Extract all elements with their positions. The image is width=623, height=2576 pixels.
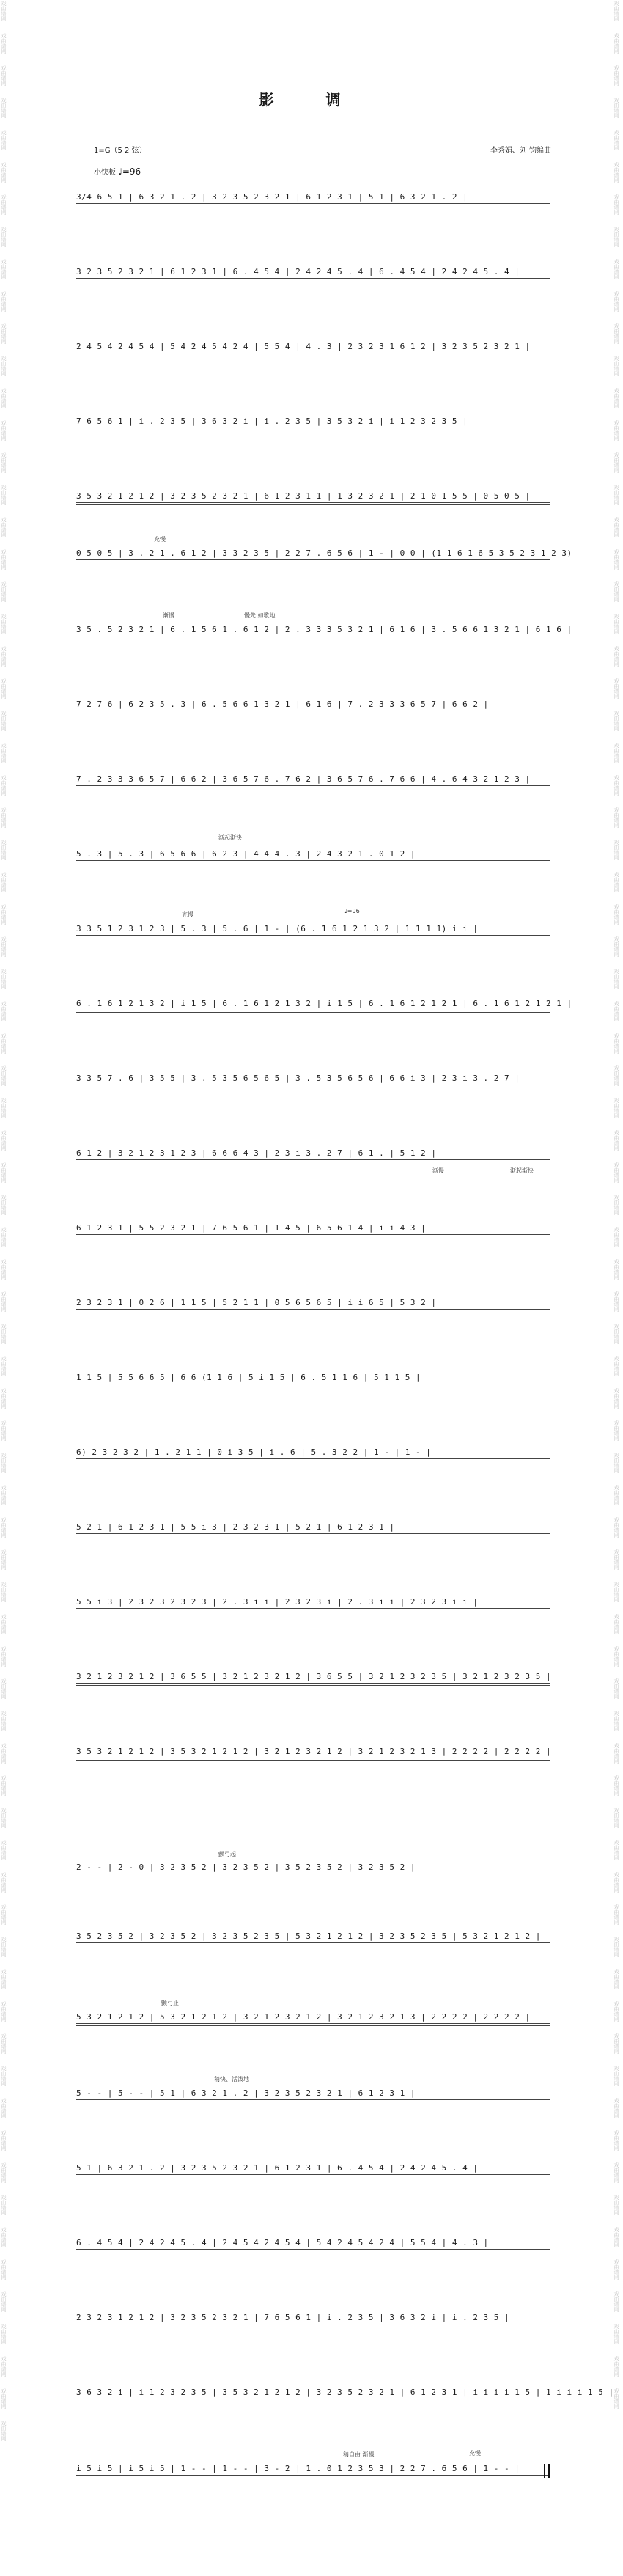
notation-text: 7 2 7 6 | 6 2 3 5 . 3 | 6 . 5 6 6 1 3 2 1 | 6 1 6 | 7 . 2 3 3 3 6 5 7 | 6 6 2 |	[76, 700, 489, 709]
underline-beam	[76, 2475, 550, 2476]
score-annotation: 渐慢	[163, 612, 174, 619]
score-line	[76, 625, 572, 644]
score-line	[76, 267, 550, 286]
score-line	[76, 849, 550, 868]
score-line	[76, 1522, 550, 1541]
notation-text: 5 - - | 5 - - | 5 1 | 6 3 2 1 . 2 | 3 2 3 5 2 3 2 1 | 6 1 2 3 1 |	[76, 2088, 416, 2098]
score-line	[76, 924, 550, 943]
underline-beam	[76, 935, 550, 936]
score-annotation: 慢先 如歌地	[244, 612, 276, 619]
composer-credit: 李秀娟、刘 钧编曲	[490, 147, 551, 155]
score-annotation: 颤弓起－－－－－	[218, 1851, 265, 1857]
notation-text: 6) 2 3 2 3 2 | 1 . 2 1 1 | 0 i 3 5 | i . 6 | 5 . 3 2 2 | 1 - | 1 - |	[76, 1447, 432, 1457]
notation-text: 6 1 2 | 3 2 1 2 3 1 2 3 | 6 6 6 4 3 | 2 3 i 3 . 2 7 | 6 1 . | 5 1 2 |	[76, 1148, 437, 1158]
underline-beam	[76, 2025, 550, 2026]
notation-text: 3/4 6 5 1 | 6 3 2 1 . 2 | 3 2 3 5 2 3 2 1 | 6 1 2 3 1 | 5 1 | 6 3 2 1 . 2 |	[76, 192, 468, 202]
notation-text: 6 . 4 5 4 | 2 4 2 4 5 . 4 | 2 4 5 4 2 4 5 4 | 5 4 2 4 5 4 2 4 | 5 5 4 | 4 . 3 |	[76, 2238, 489, 2247]
notation-text: 2 3 2 3 1 2 1 2 | 3 2 3 5 2 3 2 1 | 7 6 5 6 1 | i . 2 3 5 | 3 6 3 2 i | i . 2 3 5 |	[76, 2313, 510, 2322]
score-line	[76, 2464, 550, 2483]
notation-text: 6 . 1 6 1 2 1 3 2 | i 1 5 | 6 . 1 6 1 2 1 3 2 | i 1 5 | 6 . 1 6 1 2 1 2 1 | 6 . 1 6 1 2 1 2 1 |	[76, 999, 572, 1008]
underline-beam	[76, 1685, 550, 1686]
tempo-label: 小快板	[94, 169, 116, 177]
notation-text: 7 6 5 6 1 | i . 2 3 5 | 3 6 3 2 i | i . 2 3 5 | 3 5 3 2 i | i 1 2 3 2 3 5 |	[76, 417, 468, 426]
final-barline	[544, 2464, 550, 2478]
score-annotation: 颤弓止－－－	[161, 2000, 196, 2006]
tempo-value: ♩=96	[118, 166, 141, 177]
underline-beam	[76, 1159, 550, 1160]
notation-text: 3 5 . 5 2 3 2 1 | 6 . 1 5 6 1 . 6 1 2 | 2 . 3 3 3 5 3 2 1 | 6 1 6 | 3 . 5 6 6 1 3 2 1 | 6 1 6 |	[76, 625, 572, 634]
underline-beam	[76, 278, 550, 279]
score-line	[76, 1597, 550, 1616]
underline-beam	[76, 1458, 550, 1459]
notation-text: 3 5 3 2 1 2 1 2 | 3 5 3 2 1 2 1 2 | 3 2 1 2 3 2 1 2 | 3 2 1 2 3 2 1 3 | 2 2 2 2 | 2 2 2 2 |	[76, 1747, 552, 1756]
score-annotation: 渐慢	[432, 1167, 444, 1174]
key-signature: 1=G（5 2 弦）	[94, 147, 147, 155]
score-line	[76, 1373, 550, 1392]
score-line	[76, 2388, 614, 2407]
underline-beam	[76, 1234, 550, 1235]
score-line	[76, 1298, 550, 1317]
score-annotation: 渐起渐快	[510, 1167, 534, 1174]
notation-text: 5 5 i 3 | 2 3 2 3 2 3 2 3 | 2 . 3 i i | 2 3 2 3 i | 2 . 3 i i | 2 3 2 3 i i |	[76, 1597, 479, 1607]
tempo-marking	[94, 166, 141, 177]
score-line	[76, 2088, 550, 2107]
score-line	[76, 491, 550, 510]
score-line	[76, 2012, 550, 2031]
notation-text: 3 2 3 5 2 3 2 1 | 6 1 2 3 1 | 6 . 4 5 4 | 2 4 2 4 5 . 4 | 6 . 4 5 4 | 2 4 2 4 5 . 4 |	[76, 267, 520, 276]
underline-beam	[76, 502, 550, 503]
page-title: 影 调	[259, 91, 364, 109]
notation-text: 2 4 5 4 2 4 5 4 | 5 4 2 4 5 4 2 4 | 5 5 4 | 4 . 3 | 2 3 2 3 1 6 1 2 | 3 2 3 5 2 3 2 1 |	[76, 342, 531, 351]
score-line	[76, 192, 550, 211]
score-line	[76, 1447, 550, 1467]
score-line	[76, 1747, 550, 1766]
notation-text: 5 3 2 1 2 1 2 | 5 3 2 1 2 1 2 | 3 2 1 2 3 2 1 2 | 3 2 1 2 3 2 1 3 | 2 2 2 2 | 2 2 2 2 |	[76, 2012, 531, 2022]
notation-text: 5 2 1 | 6 1 2 3 1 | 5 5 i 3 | 2 3 2 3 1 | 5 2 1 | 6 1 2 3 1 |	[76, 1522, 395, 1532]
score-annotation: ♩=96	[344, 908, 360, 914]
notation-text: 3 5 3 2 1 2 1 2 | 3 2 3 5 2 3 2 1 | 6 1 2 3 1 1 | 1 3 2 3 2 1 | 2 1 0 1 5 5 | 0 5 0 5 |	[76, 491, 531, 501]
score-annotation: 充慢	[182, 911, 193, 918]
underline-beam	[76, 1309, 550, 1310]
notation-text: 3 3 5 1 2 3 1 2 3 | 5 . 3 | 5 . 6 | 1 - | (6 . 1 6 1 2 1 3 2 | 1 1 1 1) i i |	[76, 924, 479, 933]
left-margin-watermark: 戏曲谱网 戏曲谱网 戏曲谱网 戏曲谱网 戏曲谱网 戏曲谱网 戏曲谱网 戏曲谱网 戏曲谱网 戏曲谱网 戏曲谱网 戏曲谱网 戏曲谱网 戏曲谱网 戏曲谱网 戏曲谱网 戏曲谱网 戏曲谱网 戏曲谱网 戏曲谱网 戏曲谱网 戏曲谱网 戏曲谱网 戏曲谱网 戏曲谱网 戏曲谱网 戏曲谱网 戏曲谱网 戏曲谱网 戏曲谱网 戏曲谱网 戏曲谱网 戏曲谱网 戏曲谱网 戏曲谱网 戏曲谱网 戏曲谱网 戏曲谱网 戏曲谱网 戏曲谱网 戏曲谱网 戏曲谱网 戏曲谱网 戏曲谱网 戏曲谱网 戏曲谱网 戏曲谱网 戏曲谱网 戏曲谱网 戏曲谱网 戏曲谱网 戏曲谱网 戏曲谱网 戏曲谱网 戏曲谱网 戏曲谱网 戏曲谱网 戏曲谱网 戏曲谱网 戏曲谱网 戏曲谱网 戏曲谱网 戏曲谱网 戏曲谱网 戏曲谱网 戏曲谱网 戏曲谱网 戏曲谱网 戏曲谱网 戏曲谱网 戏曲谱网 戏曲谱网 戏曲谱网 戏曲谱网 戏曲谱网 戏曲谱网	[1, 1, 7, 2441]
score-line	[76, 1074, 550, 1093]
underline-beam	[76, 1760, 550, 1761]
notation-text: 3 6 3 2 i | i 1 2 3 2 3 5 | 3 5 3 2 1 2 1 2 | 3 2 3 5 2 3 2 1 | 6 1 2 3 1 | i i i i 1 5 | 1 i i i 1 5 |	[76, 2388, 614, 2397]
score-line	[76, 700, 550, 719]
underline-beam	[76, 860, 550, 861]
notation-text: 3 5 2 3 5 2 | 3 2 3 5 2 | 3 2 3 5 2 3 5 | 5 3 2 1 2 1 2 | 3 2 3 5 2 3 5 | 5 3 2 1 2 1 2 |	[76, 1931, 541, 1941]
score-line	[76, 1863, 550, 1882]
notation-text: 5 1 | 6 3 2 1 . 2 | 3 2 3 5 2 3 2 1 | 6 1 2 3 1 | 6 . 4 5 4 | 2 4 2 4 5 . 4 |	[76, 2163, 479, 2173]
notation-text: 5 . 3 | 5 . 3 | 6 5 6 6 | 6 2 3 | 4 4 4 . 3 | 2 4 3 2 1 . 0 1 2 |	[76, 849, 416, 859]
score-line	[76, 774, 550, 793]
score-line	[76, 999, 572, 1018]
underline-beam	[76, 1942, 550, 1943]
notation-text: 6 1 2 3 1 | 5 5 2 3 2 1 | 7 6 5 6 1 | 1 4 5 | 6 5 6 1 4 | i i 4 3 |	[76, 1223, 427, 1233]
score-line	[76, 2313, 550, 2332]
underline-beam	[76, 504, 550, 505]
notation-text: 1 1 5 | 5 5 6 6 5 | 6 6 (1 1 6 | 5 i 1 5 | 6 . 5 1 1 6 | 5 1 1 5 |	[76, 1373, 421, 1382]
score-line	[76, 1148, 550, 1167]
notation-text: 3 3 5 7 . 6 | 3 5 5 | 3 . 5 3 5 6 5 6 5 | 3 . 5 3 5 6 5 6 | 6 6 i 3 | 2 3 i 3 . 2 7 |	[76, 1074, 520, 1083]
underline-beam	[76, 203, 550, 204]
underline-beam	[76, 1683, 550, 1684]
score-line	[76, 2163, 550, 2182]
right-margin-watermark: 戏曲谱网 戏曲谱网 戏曲谱网 戏曲谱网 戏曲谱网 戏曲谱网 戏曲谱网 戏曲谱网 戏曲谱网 戏曲谱网 戏曲谱网 戏曲谱网 戏曲谱网 戏曲谱网 戏曲谱网 戏曲谱网 戏曲谱网 戏曲谱网 戏曲谱网 戏曲谱网 戏曲谱网 戏曲谱网 戏曲谱网 戏曲谱网 戏曲谱网 戏曲谱网 戏曲谱网 戏曲谱网 戏曲谱网 戏曲谱网 戏曲谱网 戏曲谱网 戏曲谱网 戏曲谱网 戏曲谱网 戏曲谱网 戏曲谱网 戏曲谱网 戏曲谱网 戏曲谱网 戏曲谱网 戏曲谱网 戏曲谱网 戏曲谱网 戏曲谱网 戏曲谱网 戏曲谱网 戏曲谱网 戏曲谱网 戏曲谱网 戏曲谱网 戏曲谱网 戏曲谱网 戏曲谱网 戏曲谱网 戏曲谱网 戏曲谱网 戏曲谱网 戏曲谱网 戏曲谱网 戏曲谱网 戏曲谱网 戏曲谱网 戏曲谱网 戏曲谱网 戏曲谱网 戏曲谱网 戏曲谱网 戏曲谱网 戏曲谱网 戏曲谱网 戏曲谱网 戏曲谱网 戏曲谱网 戏曲谱网	[613, 1, 619, 2409]
underline-beam	[76, 1533, 550, 1534]
notation-text: 7 . 2 3 3 3 6 5 7 | 6 6 2 | 3 6 5 7 6 . 7 6 2 | 3 6 5 7 6 . 7 6 6 | 4 . 6 4 3 2 1 2 3 |	[76, 774, 531, 784]
score-annotation: 稍自由 渐慢	[343, 2451, 375, 2458]
score-line	[76, 2238, 550, 2257]
score-annotation: 渐起渐快	[218, 834, 242, 841]
notation-text: i 5 i 5 | i 5 i 5 | 1 - - | 1 - - | 3 - 2 | 1 . 0 1 2 3 5 3 | 2 2 7 . 6 5 6 | 1 - - |	[76, 2464, 520, 2473]
underline-beam	[76, 2099, 550, 2100]
underline-beam	[76, 1608, 550, 1609]
underline-beam	[76, 1012, 550, 1013]
score-line	[76, 1672, 550, 1691]
score-annotation: 稍快、活泼地	[214, 2076, 249, 2083]
underline-beam	[76, 785, 550, 786]
underline-beam	[76, 559, 550, 560]
notation-text: 0 5 0 5 | 3 . 2 1 . 6 1 2 | 3 3 2 3 5 | 2 2 7 . 6 5 6 | 1 - | 0 0 | (1 1 6 1 6 5 3 5 2 3 1 2 3)	[76, 548, 572, 558]
underline-beam	[76, 2249, 550, 2250]
underline-beam	[76, 2174, 550, 2175]
score-line	[76, 548, 572, 568]
notation-text: 2 - - | 2 - 0 | 3 2 3 5 2 | 3 2 3 5 2 | 3 5 2 3 5 2 | 3 2 3 5 2 |	[76, 1863, 416, 1872]
score-line	[76, 1931, 550, 1951]
score-line	[76, 417, 550, 436]
notation-text: 3 2 1 2 3 2 1 2 | 3 6 5 5 | 3 2 1 2 3 2 1 2 | 3 6 5 5 | 3 2 1 2 3 2 3 5 | 3 2 1 2 3 2 3 5 |	[76, 1672, 552, 1681]
score-line	[76, 342, 550, 361]
score-annotation: 充慢	[469, 2450, 481, 2456]
score-line	[76, 1223, 550, 1242]
underline-beam	[76, 2023, 550, 2024]
score-annotation: 充慢	[154, 536, 166, 543]
notation-text: 2 3 2 3 1 | 0 2 6 | 1 1 5 | 5 2 1 1 | 0 5 6 5 6 5 | i i 6 5 | 5 3 2 |	[76, 1298, 437, 1307]
